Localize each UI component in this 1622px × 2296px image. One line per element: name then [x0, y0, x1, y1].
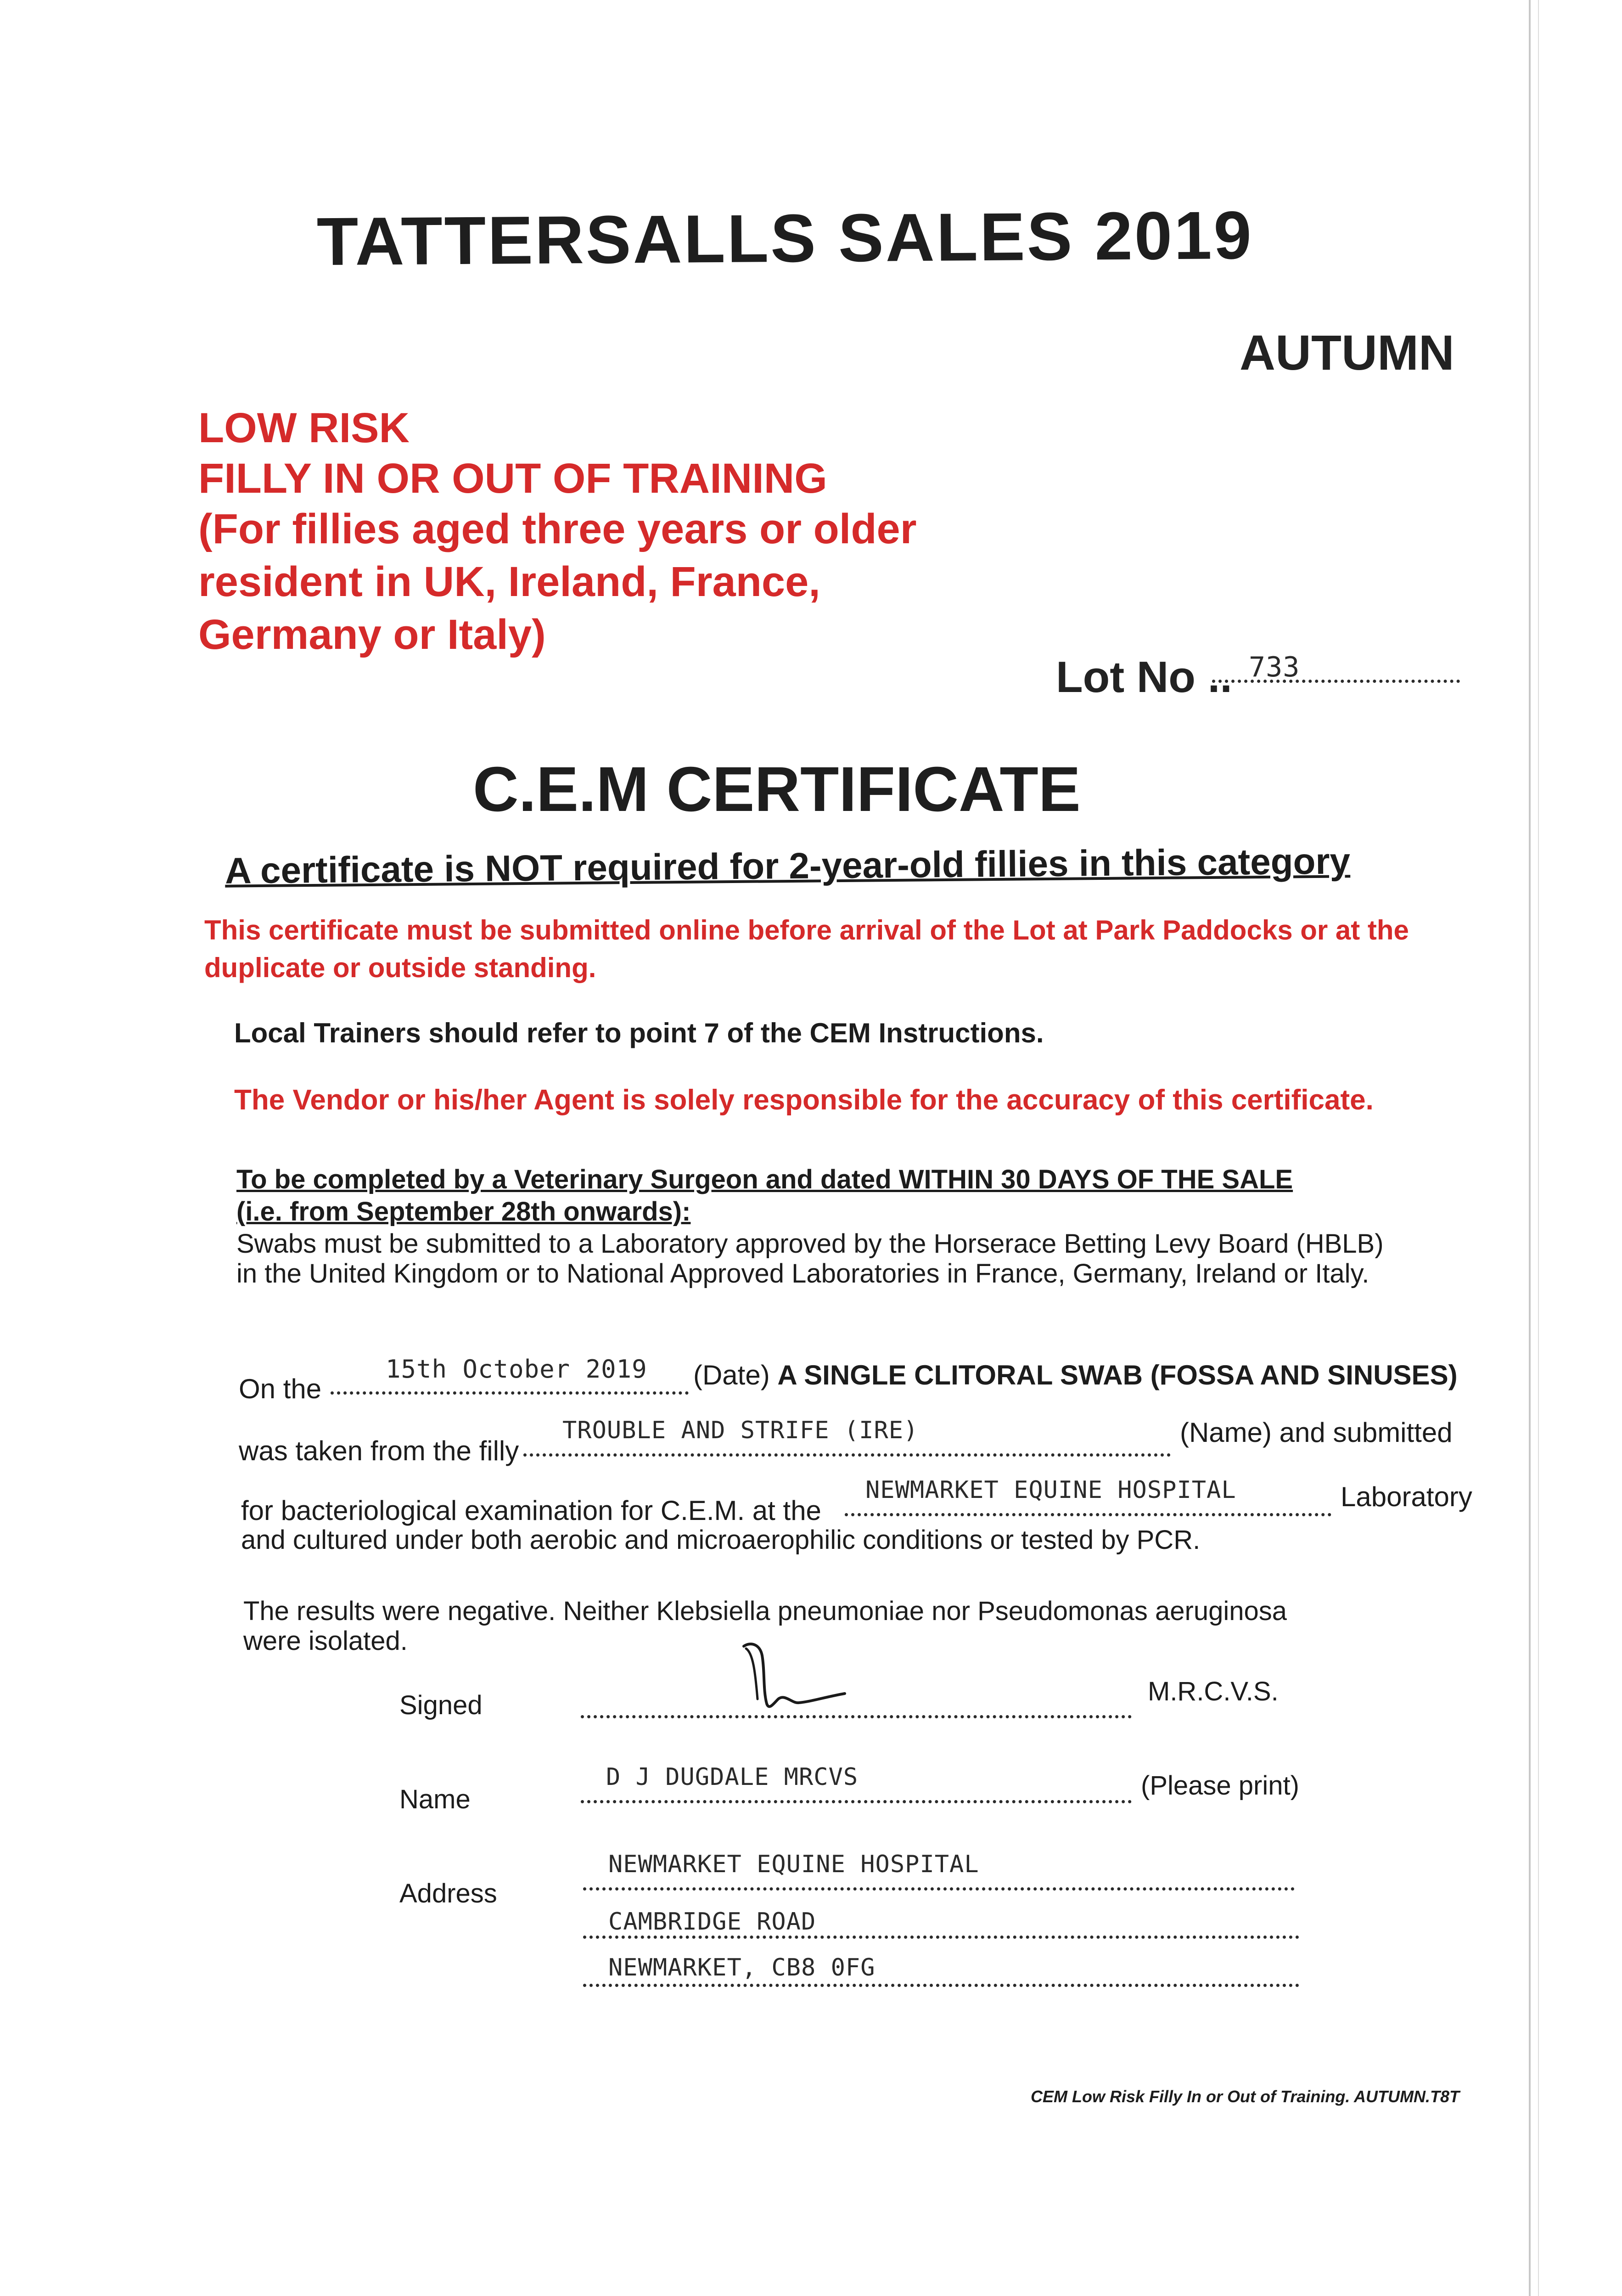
local-trainers-note: Local Trainers should refer to point 7 of the CEM Instructions. — [234, 1018, 1044, 1048]
swab-instructions: in the United Kingdom or to National Approved Laboratories in France, Germany, Ireland or Italy. — [236, 1259, 1369, 1289]
category-line: resident in UK, Ireland, France, — [198, 558, 820, 605]
filly-dotted-line — [523, 1453, 1171, 1457]
address-line-1: NEWMARKET EQUINE HOSPITAL — [608, 1851, 979, 1878]
lot-number-dotted-line — [1212, 680, 1460, 683]
name-label: Name — [399, 1784, 471, 1814]
laboratory-label: for bacteriological examination for C.E.M. at the — [241, 1495, 821, 1526]
date-suffix-group — [693, 1359, 1458, 1391]
swab-date-value: 15th October 2019 — [386, 1355, 647, 1384]
results-statement: The results were negative. Neither Klebsiella pneumoniae nor Pseudomonas aeruginosa — [243, 1596, 1287, 1626]
name-dotted-line — [581, 1800, 1132, 1803]
signature-dotted-line — [581, 1715, 1132, 1718]
mrcvs-label: M.R.C.V.S. — [1148, 1677, 1279, 1706]
laboratory-suffix: Laboratory — [1341, 1481, 1472, 1512]
lot-number-label: Lot No .. — [1056, 653, 1232, 702]
submission-notice: This certificate must be submitted online before arrival of the Lot at Park Paddocks or at the duplicate or outside standing. — [204, 915, 1409, 983]
address-dotted-line — [583, 1936, 1299, 1939]
address-dotted-line — [583, 1887, 1295, 1891]
page-title: TATTERSALLS SALES 2019 — [316, 197, 1254, 280]
filly-suffix: (Name) and submitted — [1180, 1417, 1453, 1448]
scan-edge-line — [1529, 0, 1531, 2296]
vet-section-heading-date: (i.e. from September 28th onwards): — [236, 1197, 691, 1227]
scan-edge-line — [1538, 0, 1539, 2296]
laboratory-dotted-line — [845, 1513, 1331, 1516]
vet-name-value: D J DUGDALE MRCVS — [606, 1763, 859, 1791]
swab-type: A SINGLE CLITORAL SWAB (FOSSA AND SINUSES) — [777, 1360, 1458, 1390]
certificate-title: C.E.M CERTIFICATE — [473, 754, 1081, 825]
swab-instructions: Swabs must be submitted to a Laboratory approved by the Horserace Betting Levy Board (HBLB) — [236, 1229, 1384, 1259]
address-label: Address — [399, 1879, 497, 1908]
signed-label: Signed — [399, 1690, 483, 1720]
date-label: On the — [239, 1373, 322, 1404]
category-line: FILLY IN OR OUT OF TRAINING — [198, 455, 827, 502]
filly-name-value: TROUBLE AND STRIFE (IRE) — [562, 1417, 919, 1444]
please-print-note: (Please print) — [1141, 1771, 1299, 1801]
not-required-note: A certificate is NOT required for 2-year-old fillies in this category — [224, 840, 1351, 891]
laboratory-value: NEWMARKET EQUINE HOSPITAL — [865, 1476, 1236, 1504]
handwritten-signature — [735, 1635, 854, 1717]
vet-section-heading: To be completed by a Veterinary Surgeon and dated WITHIN 30 DAYS OF THE SALE — [236, 1165, 1293, 1194]
sale-season: AUTUMN — [1240, 325, 1454, 380]
filly-label: was taken from the filly — [239, 1435, 519, 1466]
address-line-3: NEWMARKET, CB8 0FG — [608, 1954, 876, 1981]
address-dotted-line — [583, 1984, 1299, 1987]
vendor-responsibility-note: The Vendor or his/her Agent is solely responsible for the accuracy of this certificate. — [234, 1084, 1374, 1116]
category-line: LOW RISK — [198, 405, 410, 451]
category-line: Germany or Italy) — [198, 611, 546, 658]
category-line: (For fillies aged three years or older — [198, 506, 917, 552]
date-suffix: (Date) — [693, 1360, 770, 1390]
date-dotted-line — [331, 1391, 689, 1395]
results-statement: were isolated. — [243, 1626, 408, 1656]
form-reference: CEM Low Risk Filly In or Out of Training. AUTUMN.T8T — [1031, 2087, 1459, 2106]
culture-statement: and cultured under both aerobic and microaerophilic conditions or tested by PCR. — [241, 1525, 1201, 1555]
lot-number-value: 733 — [1249, 651, 1300, 683]
address-line-2: CAMBRIDGE ROAD — [608, 1908, 816, 1936]
